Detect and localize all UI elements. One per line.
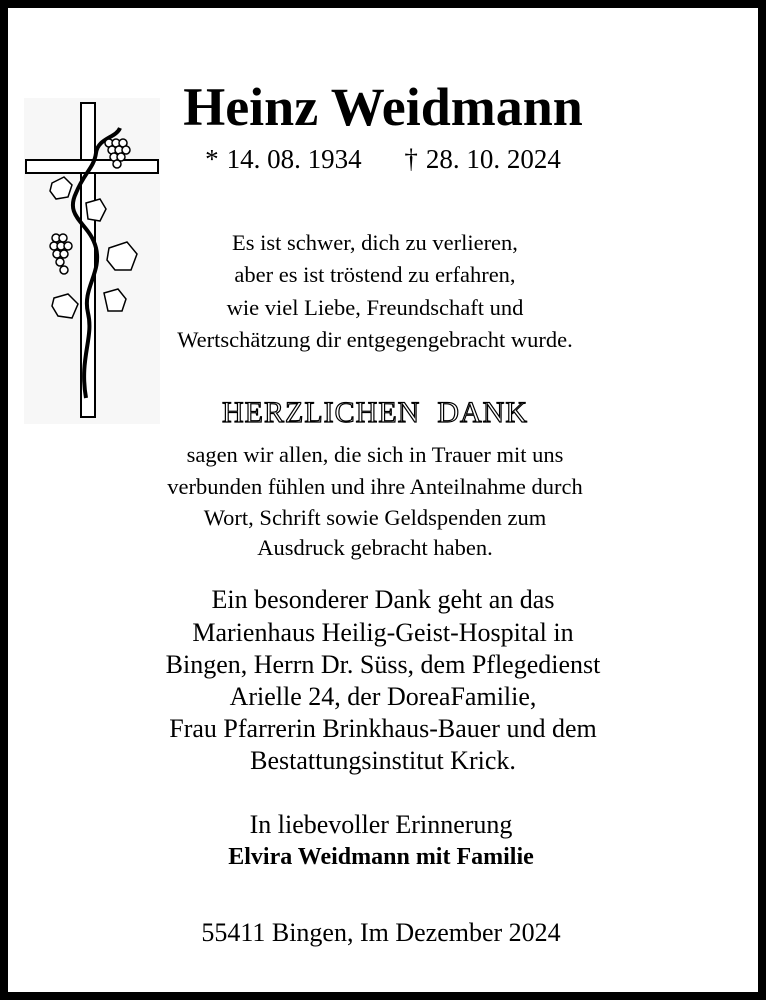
deceased-name: Heinz Weidmann xyxy=(183,77,583,137)
thanks-text-line: verbunden fühlen und ihre Anteilnahme durch xyxy=(167,474,583,499)
birth-star-icon: * xyxy=(205,144,219,174)
place-date: 55411 Bingen, Im Dezember 2024 xyxy=(201,918,561,947)
special-thanks-line: Ein besonderer Dank geht an das xyxy=(211,585,555,614)
remembrance-text: In liebevoller Erinnerung xyxy=(249,810,513,839)
thanks-text-line: Wort, Schrift sowie Geldspenden zum xyxy=(203,505,547,530)
special-thanks-line: Arielle 24, der DoreaFamilie, xyxy=(229,682,537,711)
special-thanks-line: Bestattungsinstitut Krick. xyxy=(250,746,516,775)
special-thanks-line: Bingen, Herrn Dr. Süss, dem Pflegedienst xyxy=(165,650,601,679)
death-date: † 28. 10. 2024 xyxy=(404,144,561,174)
thanks-heading: HERZLICHEN DANK xyxy=(222,396,528,429)
birth-date: * 14. 08. 1934 xyxy=(205,144,362,174)
special-thanks-line: Frau Pfarrerin Brinkhaus-Bauer und dem xyxy=(169,714,597,743)
death-dagger-icon: † xyxy=(404,144,418,174)
thanks-text-line: sagen wir allen, die sich in Trauer mit uns xyxy=(186,442,564,467)
special-thanks-line: Marienhaus Heilig-Geist-Hospital in xyxy=(192,618,574,647)
poem-line: wie viel Liebe, Freundschaft und xyxy=(226,295,524,320)
signature: Elvira Weidmann mit Familie xyxy=(228,844,534,870)
poem-line: Wertschätzung dir entgegengebracht wurde. xyxy=(177,327,573,352)
thanks-text-line: Ausdruck gebracht haben. xyxy=(257,535,493,560)
poem-line: aber es ist tröstend zu erfahren, xyxy=(234,262,516,287)
life-dates xyxy=(0,146,766,173)
poem-line: Es ist schwer, dich zu verlieren, xyxy=(232,230,518,255)
